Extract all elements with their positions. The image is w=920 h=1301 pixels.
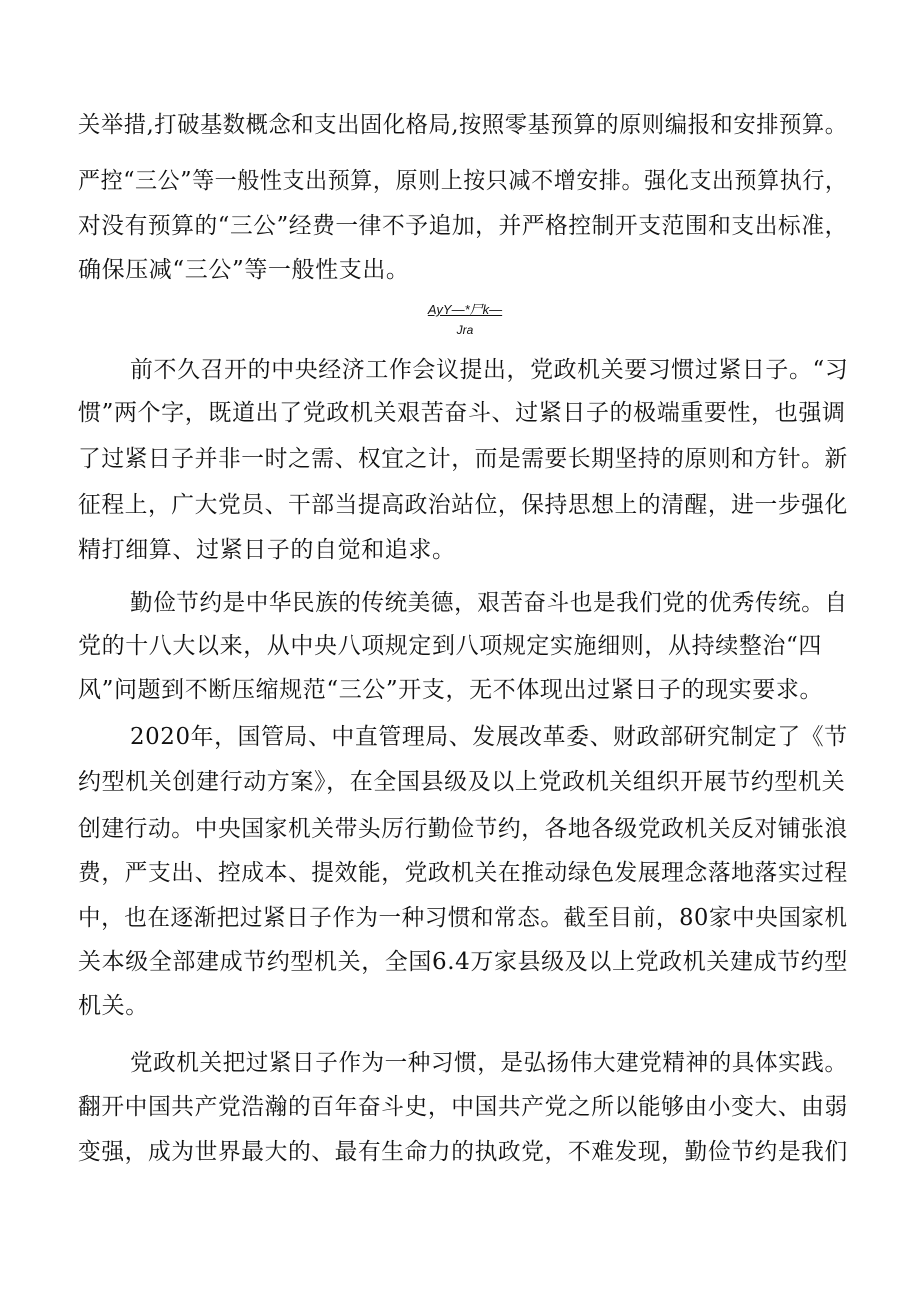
paragraph-line: 了过紧日子并非一时之需、权宜之计，而是需要长期坚持的原则和方针。新 [78, 446, 848, 472]
paragraph-line: 创建行动。中央国家机关带头厉行勤俭节约，各地各级党政机关反对铺张浪 [78, 816, 848, 842]
paragraph-line: 确保压减“三公”等一般性支出。 [78, 257, 410, 283]
paragraph-line: 征程上，广大党员、干部当提高政治站位，保持思想上的清醒，进一步强化 [78, 492, 848, 518]
paragraph-line: 前不久召开的中央经济工作会议提出，党政机关要习惯过紧日子。“习 [130, 357, 849, 383]
paragraph-line: 严控“三公”等一般性支出预算，原则上按只减不增安排。强化支出预算执行， [78, 168, 848, 194]
paragraph-line: 惯”两个字，既道出了党政机关艰苦奋斗、过紧日子的极端重要性，也强调 [78, 400, 846, 426]
divider-top-text: AyY—*尸k— [427, 302, 503, 317]
paragraph-line: 约型机关创建行动方案》，在全国县级及以上党政机关组织开展节约型机关 [78, 769, 846, 795]
paragraph-line: 2020年，国管局、中直管理局、发展改革委、财政部研究制定了《节 [130, 724, 848, 750]
paragraph-line: 党政机关把过紧日子作为一种习惯，是弘扬伟大建党精神的具体实践。 [130, 1050, 848, 1076]
paragraph-line: 对没有预算的“三公”经费一律不予追加，并严格控制开支范围和支出标准， [78, 213, 848, 239]
paragraph-line: 精打细算、过紧日子的自觉和追求。 [78, 537, 456, 563]
paragraph-line: 关举措,打破基数概念和支出固化格局,按照零基预算的原则编报和安排预算。 [78, 112, 848, 138]
paragraph-line: 翻开中国共产党浩瀚的百年奋斗史，中国共产党之所以能够由小变大、由弱 [78, 1094, 848, 1120]
paragraph-line: 费，严支出、控成本、提效能，党政机关在推动绿色发展理念落地落实过程 [78, 860, 848, 886]
section-divider [400, 300, 530, 344]
paragraph-line: 机关。 [78, 993, 149, 1019]
paragraph-line: 风”问题到不断压缩规范“三公”开支，无不体现出过紧日子的现实要求。 [78, 677, 824, 703]
paragraph-line: 关本级全部建成节约型机关，全国6.4万家县级及以上党政机关建成节约型 [78, 949, 848, 975]
paragraph-line: 中，也在逐渐把过紧日子作为一种习惯和常态。截至目前，80家中央国家机 [78, 905, 848, 931]
paragraph-line: 党的十八大以来，从中央八项规定到八项规定实施细则，从持续整治“四 [78, 633, 822, 659]
paragraph-line: 勤俭节约是中华民族的传统美德，艰苦奋斗也是我们党的优秀传统。自 [130, 590, 848, 616]
paragraph-line: 变强，成为世界最大的、最有生命力的执政党，不难发现，勤俭节约是我们 [78, 1139, 848, 1165]
divider-bottom-text: Jra [456, 323, 474, 337]
